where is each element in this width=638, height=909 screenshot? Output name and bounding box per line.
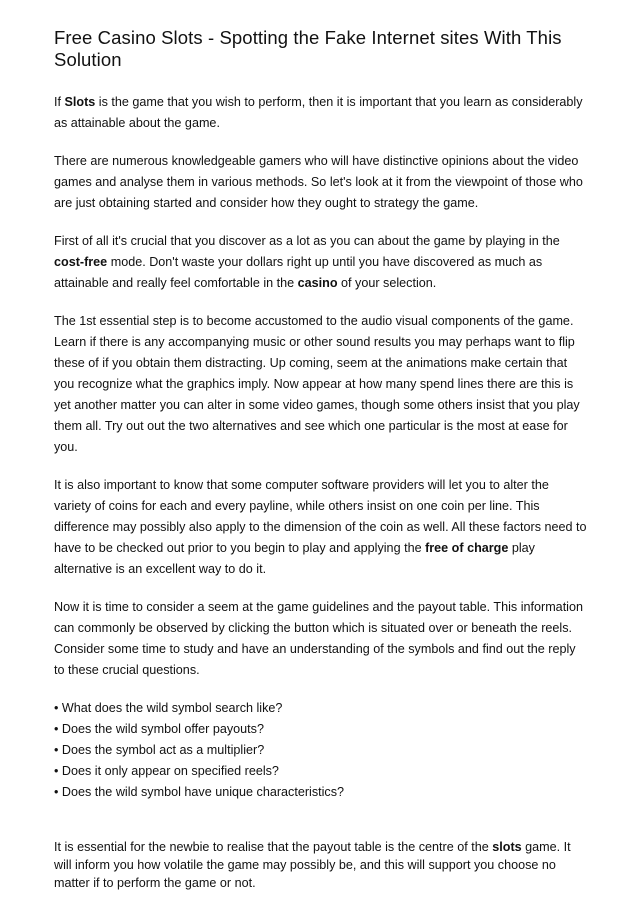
page-title: Free Casino Slots - Spotting the Fake Internet sites With This Solution xyxy=(54,27,562,70)
keyword-slots: Slots xyxy=(64,95,96,109)
list-item: • Does the wild symbol have unique characteristics? xyxy=(54,785,345,799)
text: First of all it's crucial that you discover as a lot as you can about the game by playing in the xyxy=(54,234,560,248)
keyword-cost-free: cost-free xyxy=(54,255,108,269)
list-item: • Does the wild symbol offer payouts? xyxy=(54,722,264,736)
article-body xyxy=(54,92,589,909)
text: play alternative is an excellent way to do it. xyxy=(54,541,535,576)
paragraph-cost-free xyxy=(54,231,589,294)
keyword-free-of-charge: free of charge xyxy=(425,541,509,555)
paragraph-gamers: There are numerous knowledgeable gamers who will have distinctive opinions about the video games and analyse them in various methods. So let's look at it from the viewpoint of those who are just obtaining started and consider how they ought to strategy the game. xyxy=(54,154,583,210)
keyword-slots-game: slots xyxy=(492,840,522,854)
text: mode. Don't waste your dollars right up until you have discovered as much as attainable and really feel comfortable in the xyxy=(54,255,543,290)
text: is the game that you wish to perform, then it is important that you learn as considerably as attainable about the game. xyxy=(54,95,583,130)
text: It is also important to know that some computer software providers will let you to alter the variety of coins for each and every payline, while others insist on one coin per line. This difference may possibly also apply to the dimension of the coin as well. All these factors need to have to be checked out prior to you begin to play and applying the xyxy=(54,478,587,555)
list-item: • Does it only appear on specified reels? xyxy=(54,764,279,778)
list-item: • Does the symbol act as a multiplier? xyxy=(54,743,265,757)
paragraph-guidelines: Now it is time to consider a seem at the game guidelines and the payout table. This information can commonly be observed by clicking the button which is situated over or beneath the reels. Consider some time to study and have an understanding of the symbols and find out the reply to these crucial questions. xyxy=(54,600,583,677)
text: of your selection. xyxy=(337,276,437,290)
paragraph-intro xyxy=(54,92,589,134)
text: If xyxy=(54,95,65,109)
paragraph-coins xyxy=(54,475,589,580)
text: game. It will inform you how volatile the game may possibly be, and this will support you choose no matter if to perform the game or not. xyxy=(54,840,571,890)
paragraph-payout xyxy=(54,838,589,892)
keyword-casino: casino xyxy=(297,276,338,290)
list-item: • What does the wild symbol search like? xyxy=(54,701,283,715)
question-list xyxy=(54,698,589,803)
text: It is essential for the newbie to realise that the payout table is the centre of the xyxy=(54,840,493,854)
paragraph-audio-visual: The 1st essential step is to become accustomed to the audio visual components of the game. Learn if there is any accompanying music or other sound results you may perhaps want to flip these of if you obtain them distracting. Up coming, seem at the animations make certain that you recognize what the graphics imply. Now appear at how many spend lines there are this is yet another matter you can alter in some video games, though some others insist that you play them all. Try out out the two alternatives and see which one particular is the most at ease for you. xyxy=(54,314,580,454)
